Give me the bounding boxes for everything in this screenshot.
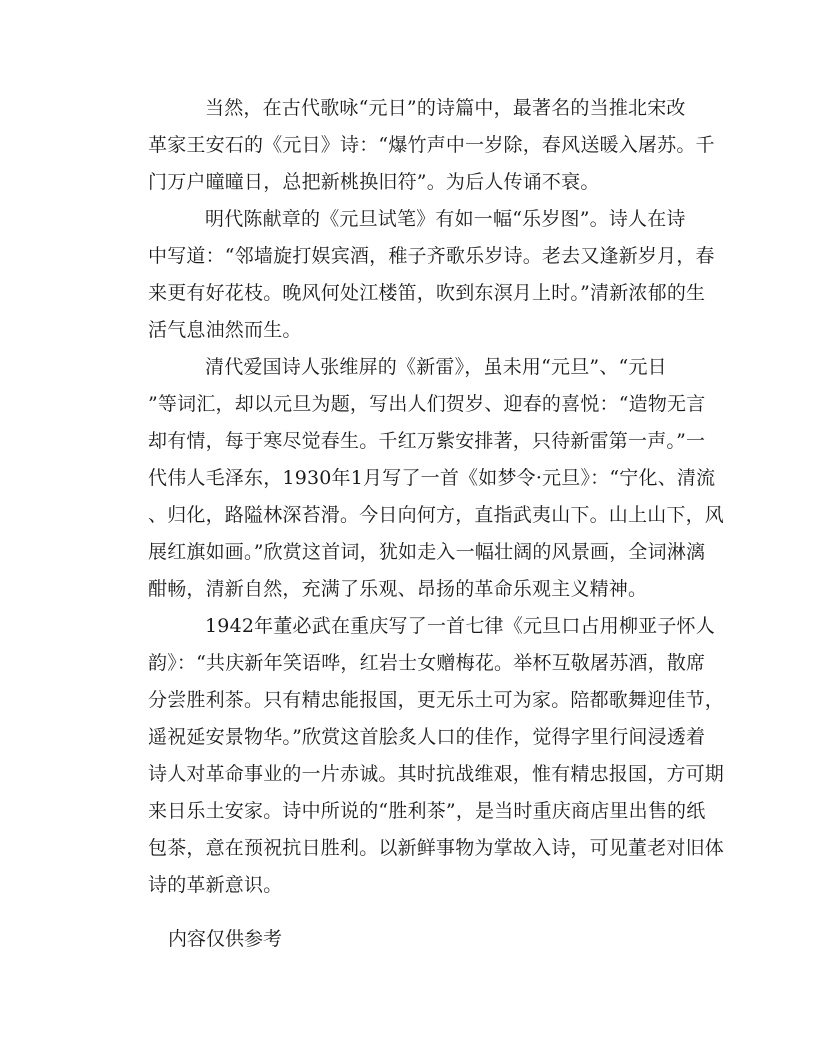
paragraph-4-line-7: 包茶，意在预祝抗日胜利。以新鲜事物为掌故入诗，可见董老对旧体	[148, 837, 725, 859]
paragraph-4-line-6: 来日乐土安家。诗中所说的“胜利茶”，是当时重庆商店里出售的纸	[148, 800, 706, 822]
paragraph-3-line-3: 却有情，每于寒尽觉春生。千红万紫安排著，只待新雷第一声。”一	[148, 430, 706, 452]
paragraph-1-line-2: 革家王安石的《元日》诗：“爆竹声中一岁除，春风送暖入屠苏。千	[148, 134, 715, 156]
paragraph-3-line-2: ”等词汇，却以元旦为题，写出人们贺岁、迎春的喜悦：“造物无言	[148, 393, 706, 415]
paragraph-4-line-2: 韵》：“共庆新年笑语哗，红岩士女赠梅花。举杯互敬屠苏酒，散席	[148, 652, 706, 674]
paragraph-4-line-5: 诗人对革命事业的一片赤诚。其时抗战维艰，惟有精忠报国，方可期	[148, 763, 725, 785]
paragraph-2-line-2: 中写道：“邻墙旋打娱宾酒，稚子齐歌乐岁诗。老去又逢新岁月，春	[148, 245, 715, 267]
paragraph-3-line-7: 酣畅，清新自然，充满了乐观、昂扬的革命乐观主义精神。	[148, 578, 648, 600]
paragraph-3-line-4: 代伟人毛泽东，1930年1月写了一首《如梦令·元旦》：“宁化、清流	[148, 467, 716, 489]
paragraph-2-line-1: 明代陈献章的《元旦试笔》有如一幅“乐岁图”。诗人在诗	[205, 208, 686, 230]
footer-note: 内容仅供参考	[168, 928, 283, 950]
paragraph-3-line-1: 清代爱国诗人张维屏的《新雷》，虽未用“元旦”、“元日	[205, 356, 667, 378]
paragraph-4-line-8: 诗的革新意识。	[148, 874, 283, 896]
paragraph-4-line-3: 分尝胜利茶。只有精忠能报国，更无乐土可为家。陪都歌舞迎佳节，	[148, 689, 725, 711]
paragraph-2-line-3: 来更有好花枝。晚风何处江楼笛，吹到东溟月上时。”清新浓郁的生	[148, 282, 706, 304]
paragraph-1-line-1: 当然，在古代歌咏“元日”的诗篇中，最著名的当推北宋改	[205, 97, 686, 119]
paragraph-3-line-6: 展红旗如画。”欣赏这首词，犹如走入一幅壮阔的风景画，全词淋漓	[148, 541, 706, 563]
paragraph-2-line-4: 活气息油然而生。	[148, 319, 302, 341]
paragraph-3-line-5: 、归化，路隘林深苔滑。今日向何方，直指武夷山下。山上山下，风	[148, 504, 725, 526]
paragraph-4-line-4: 遥祝延安景物华。”欣赏这首脍炙人口的佳作，觉得字里行间浸透着	[148, 726, 706, 748]
paragraph-1-line-3: 门万户曈曈日，总把新桃换旧符”。为后人传诵不衰。	[148, 171, 600, 193]
paragraph-4-line-1: 1942年董必武在重庆写了一首七律《元旦口占用柳亚子怀人	[205, 615, 715, 637]
